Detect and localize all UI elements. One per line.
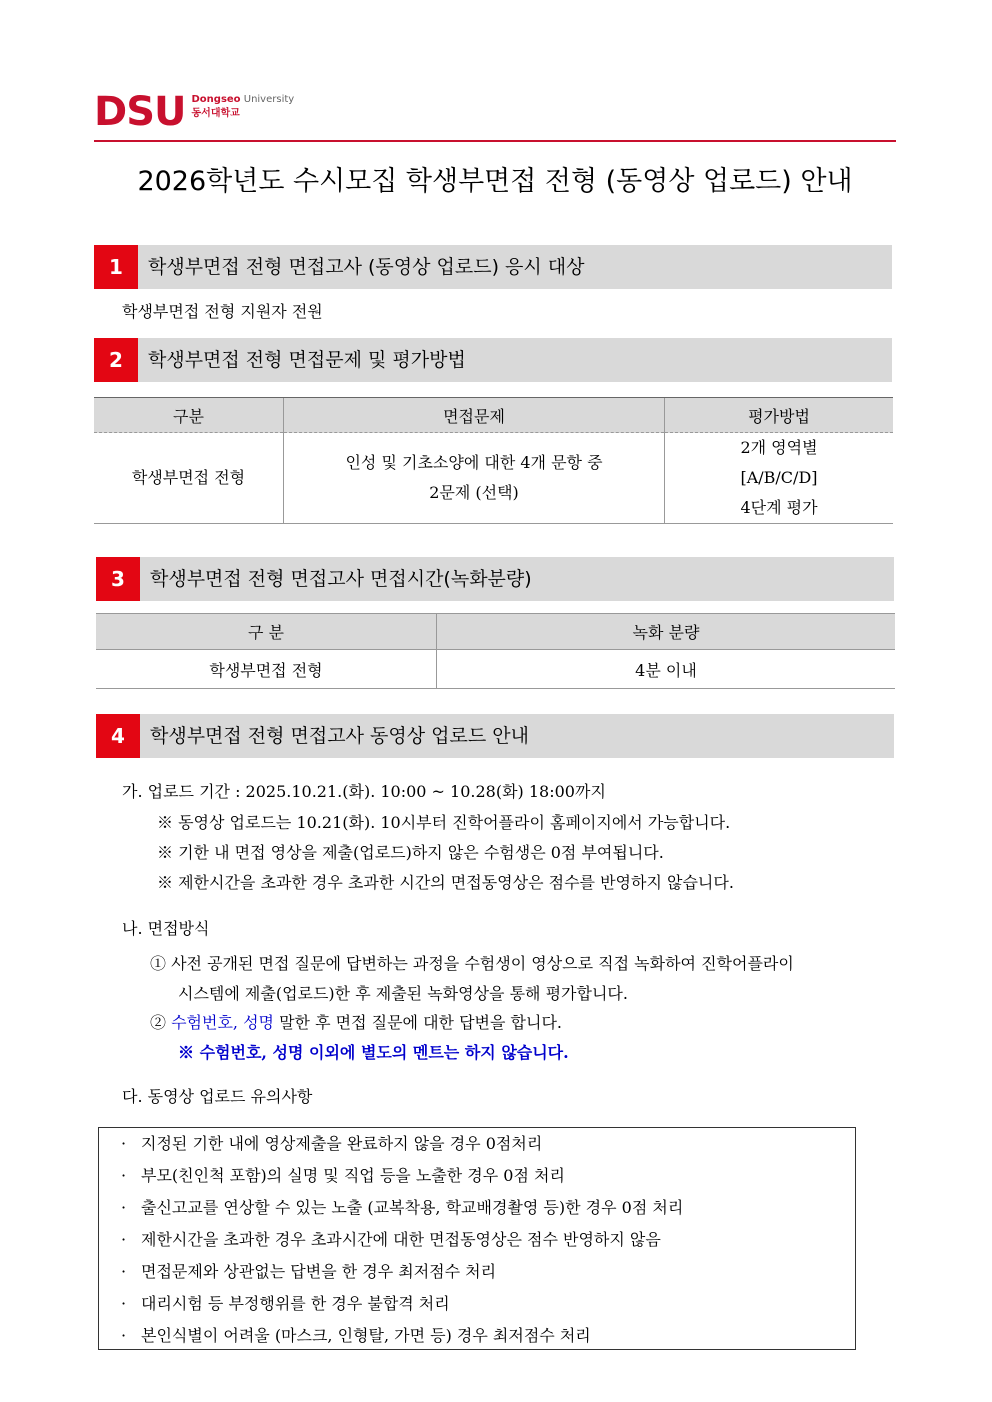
header-duration: 녹화 분량 xyxy=(437,614,896,650)
list-item-text: 면접문제와 상관없는 답변을 한 경우 최저점수 처리 xyxy=(141,1262,497,1281)
interview-method-2-highlight: 수험번호, 성명 xyxy=(171,1013,275,1032)
cell-question xyxy=(284,433,665,524)
cell-category: 학생부면접 전형 xyxy=(94,433,284,524)
method-line-1: 2개 영역별 xyxy=(740,438,818,457)
list-item-text: 대리시험 등 부정행위를 한 경우 불합격 처리 xyxy=(141,1294,450,1313)
list-item-text: 제한시간을 초과한 경우 초과시간에 대한 면접동영상은 점수 반영하지 않음 xyxy=(141,1230,661,1249)
header-category: 구 분 xyxy=(96,614,437,650)
upload-note-2: ※ 기한 내 면접 영상을 제출(업로드)하지 않은 수험생은 0점 부여됩니다. xyxy=(157,843,664,862)
logo-name-en-light: University xyxy=(243,94,295,105)
interview-method-1-line-1: ① 사전 공개된 면접 질문에 답변하는 과정을 수험생이 영상으로 직접 녹화하여 진학어플라이 xyxy=(150,954,794,973)
bullet-icon: · xyxy=(121,1262,127,1281)
header-question: 면접문제 xyxy=(284,398,665,433)
method-line-3: 4단계 평가 xyxy=(740,498,818,517)
logo-mark: DSU xyxy=(94,89,186,135)
section-3-title: 학생부면접 전형 면접고사 면접시간(녹화분량) xyxy=(150,568,532,590)
bullet-icon: · xyxy=(121,1198,127,1217)
section-2-title: 학생부면접 전형 면접문제 및 평가방법 xyxy=(148,349,466,371)
bullet-icon: · xyxy=(121,1294,127,1313)
list-item xyxy=(99,1160,855,1192)
method-line-2: [A/B/C/D] xyxy=(740,468,818,487)
section-3-header xyxy=(96,557,894,601)
list-item xyxy=(99,1288,855,1320)
section-1-title: 학생부면접 전형 면접고사 (동영상 업로드) 응시 대상 xyxy=(148,256,585,278)
question-line-1: 인성 및 기초소양에 대한 4개 문항 중 xyxy=(345,453,603,472)
document-title: 2026학년도 수시모집 학생부면접 전형 (동영상 업로드) 안내 xyxy=(137,166,853,197)
university-logo xyxy=(94,89,295,135)
interview-method-2-note: ※ 수험번호, 성명 이외에 별도의 멘트는 하지 않습니다. xyxy=(178,1043,569,1062)
bullet-icon: · xyxy=(121,1134,127,1153)
table-header-row xyxy=(96,614,895,650)
section-4-number: 4 xyxy=(96,714,140,758)
section-1-text: 학생부면접 전형 지원자 전원 xyxy=(122,302,323,321)
table-row xyxy=(96,650,895,689)
list-item-text: 본인식별이 어려울 (마스크, 인형탈, 가면 등) 경우 최저점수 처리 xyxy=(141,1326,591,1345)
logo-name-ko: 동서대학교 xyxy=(191,108,240,119)
section-2-header xyxy=(94,338,892,382)
list-item-text: 출신고교를 연상할 수 있는 노출 (교복착용, 학교배경촬영 등)한 경우 0점 처리 xyxy=(141,1198,684,1217)
evaluation-table xyxy=(94,397,893,524)
section-4-header xyxy=(96,714,894,758)
list-item-text: 지정된 기한 내에 영상제출을 완료하지 않을 경우 0점처리 xyxy=(141,1134,543,1153)
interview-method-2-rest: 말한 후 면접 질문에 대한 답변을 합니다. xyxy=(274,1013,562,1032)
cell-duration: 4분 이내 xyxy=(437,650,896,689)
table-row xyxy=(94,433,893,524)
interview-method-2-num: ② xyxy=(150,1013,172,1032)
section-4-title: 학생부면접 전형 면접고사 동영상 업로드 안내 xyxy=(150,725,529,747)
interview-method-2 xyxy=(150,1012,562,1034)
section-2-number: 2 xyxy=(94,338,138,382)
question-line-2: 2문제 (선택) xyxy=(429,483,519,502)
cell-category: 학생부면접 전형 xyxy=(96,650,437,689)
cell-method xyxy=(665,433,894,524)
upload-period: 가. 업로드 기간 : 2025.10.21.(화). 10:00 ~ 10.28(화) 18:00까지 xyxy=(122,782,606,801)
upload-note-1: ※ 동영상 업로드는 10.21(화). 10시부터 진학어플라이 홈페이지에서 가능합니다. xyxy=(157,813,731,832)
list-item xyxy=(99,1128,855,1160)
upload-note-3: ※ 제한시간을 초과한 경우 초과한 시간의 면접동영상은 점수를 반영하지 않습니다. xyxy=(157,873,734,892)
section-1-number: 1 xyxy=(94,245,138,289)
section-1-header xyxy=(94,245,892,289)
interview-method-title: 나. 면접방식 xyxy=(122,919,210,938)
table-header-row xyxy=(94,398,893,433)
bullet-icon: · xyxy=(121,1230,127,1249)
logo-text xyxy=(192,93,295,121)
list-item-text: 부모(친인척 포함)의 실명 및 직업 등을 노출한 경우 0점 처리 xyxy=(141,1166,565,1185)
list-item xyxy=(99,1320,855,1352)
header-category: 구분 xyxy=(94,398,284,433)
bullet-icon: · xyxy=(121,1326,127,1345)
recording-time-table xyxy=(96,613,895,689)
list-item xyxy=(99,1256,855,1288)
upload-cautions-box xyxy=(98,1127,856,1350)
bullet-icon: · xyxy=(121,1166,127,1185)
list-item xyxy=(99,1224,855,1256)
logo-name-en-bold: Dongseo xyxy=(191,94,241,105)
header-rule xyxy=(94,140,896,142)
section-3-number: 3 xyxy=(96,557,140,601)
header-method: 평가방법 xyxy=(665,398,894,433)
interview-method-1-line-2: 시스템에 제출(업로드)한 후 제출된 녹화영상을 통해 평가합니다. xyxy=(178,984,628,1003)
upload-cautions-title: 다. 동영상 업로드 유의사항 xyxy=(122,1087,313,1106)
list-item xyxy=(99,1192,855,1224)
